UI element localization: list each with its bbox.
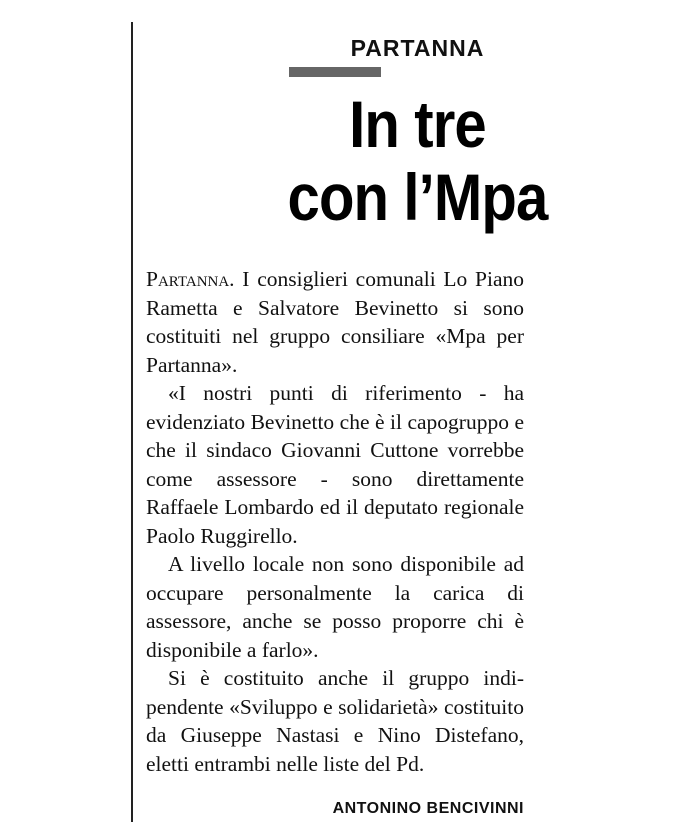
paragraph-1-text: I consiglieri comunali Lo Piano Rametta e Salvatore Bevinetto si sono costituiti nel gruppo consiliare «Mpa per Partanna». (146, 267, 524, 377)
headline (173, 88, 661, 234)
paragraph-1 (146, 265, 524, 379)
paragraph-2: «I nostri punti di riferimento - ha evidenziato Bevinetto che è il capogruppo e che il sindaco Giovanni Cuttone vorrebbe come assessore - sono direttamente Raffaele Lombardo ed il deputato regionale Paolo Ruggirello. (146, 381, 524, 548)
paragraph-3: A livello locale non sono disponibile ad occupare personalmente la carica di assessore, anche se posso proporre chi è disponibile a farlo». (146, 552, 524, 662)
section-kicker: PARTANNA (350, 35, 485, 61)
dateline: Partanna. (146, 267, 235, 291)
headline-line-1: In tre (349, 87, 486, 161)
paragraph-4: Si è costituito anche il gruppo indipendente «Sviluppo e solidarietà» costituito da Giuseppe Nastasi e Nino Distefano, eletti entrambi nelle liste del Pd. (146, 666, 524, 776)
column-rule (131, 22, 133, 822)
headline-line-2: con l’Mpa (287, 160, 548, 234)
article-body (146, 265, 524, 778)
byline: ANTONINO BENCIVINNI (332, 800, 524, 817)
kicker-underline-bar (289, 67, 381, 77)
